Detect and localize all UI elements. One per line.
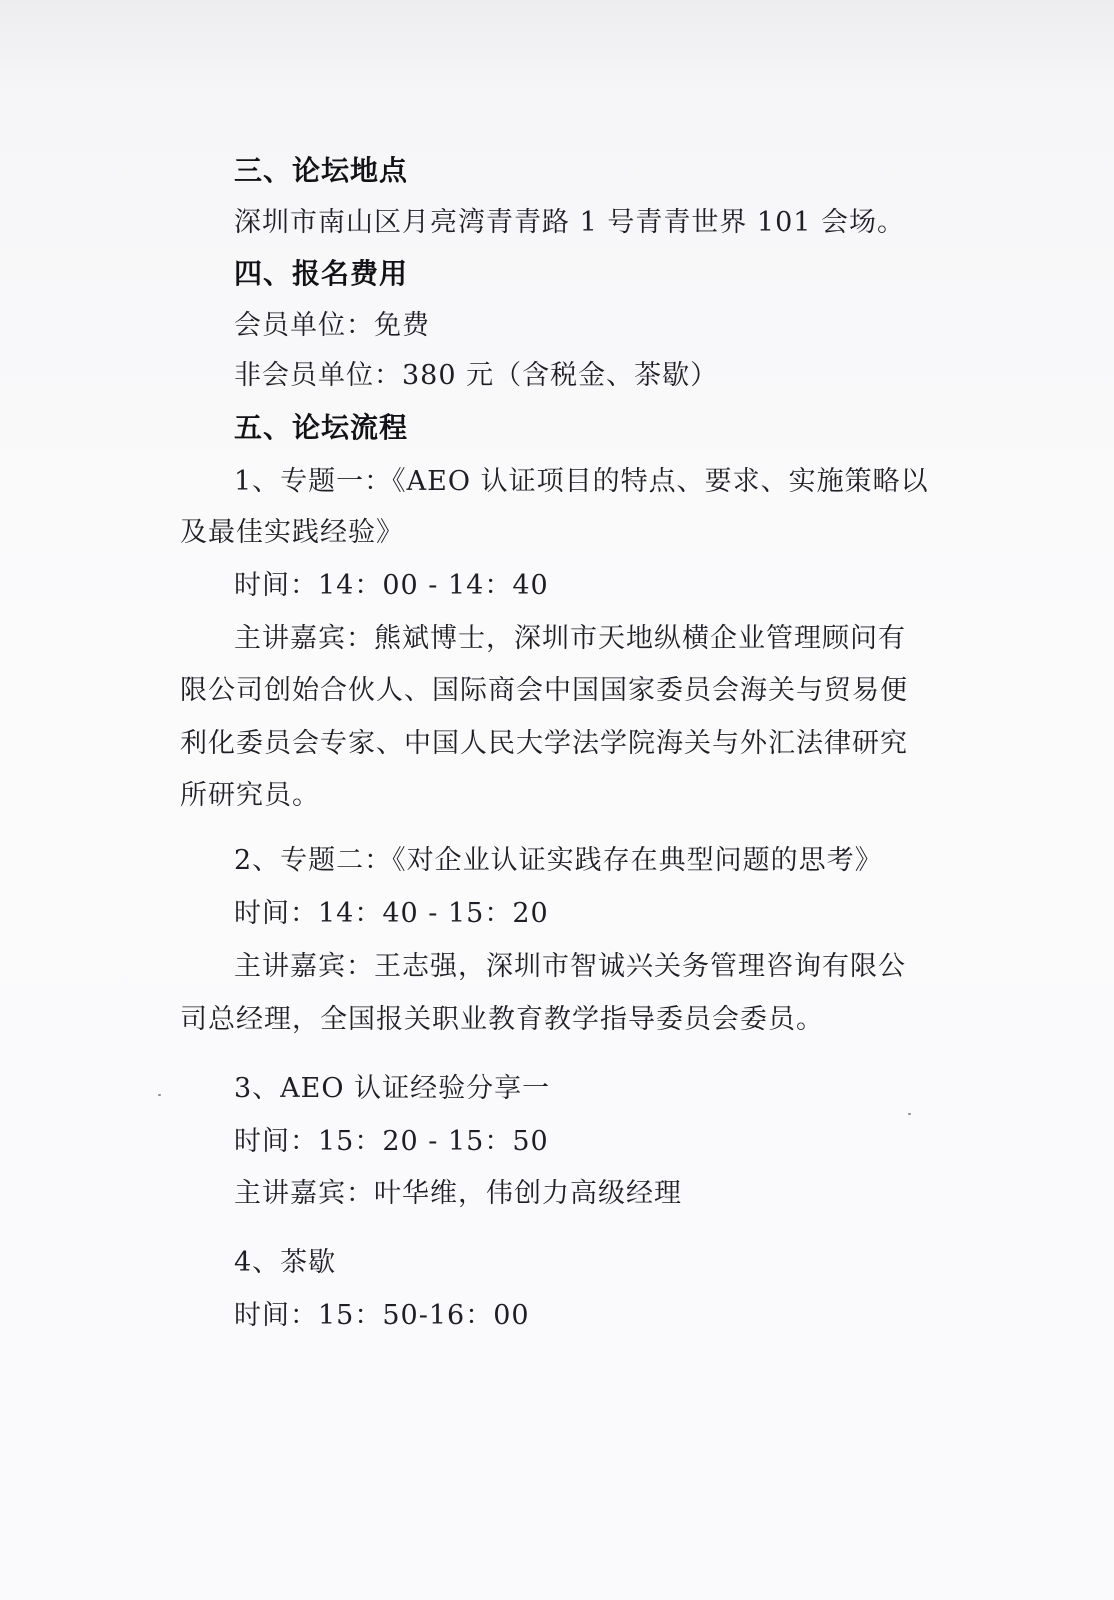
section-fees-heading: 四、报名费用	[234, 257, 409, 290]
agenda-item-2-speaker-line: 司总经理，全国报关职业教育教学指导委员会委员。	[180, 1004, 824, 1035]
agenda-item-1-title: 1、专题一：《AEO 认证项目的特点、要求、实施策略以	[234, 466, 929, 497]
agenda-item-1-speaker-line: 限公司创始合伙人、国际商会中国国家委员会海关与贸易便	[180, 675, 908, 706]
agenda-item-1-time: 时间：14：00 - 14：40	[234, 570, 549, 601]
agenda-item-2-speaker-line: 主讲嘉宾：王志强，深圳市智诚兴关务管理咨询有限公	[234, 951, 906, 982]
scan-speck	[158, 1094, 161, 1096]
agenda-item-2-time: 时间：14：40 - 15：20	[234, 898, 549, 929]
section-agenda-heading: 五、论坛流程	[234, 411, 409, 444]
agenda-item-4-time: 时间：15：50-16：00	[234, 1300, 530, 1331]
agenda-item-1-speaker-line: 所研究员。	[180, 780, 320, 811]
agenda-item-1-speaker-line: 主讲嘉宾：熊斌博士，深圳市天地纵横企业管理顾问有	[234, 623, 906, 654]
agenda-item-3-title: 3、AEO 认证经验分享一	[234, 1073, 551, 1104]
agenda-item-3-time: 时间：15：20 - 15：50	[234, 1126, 549, 1157]
agenda-item-1-speaker-line: 利化委员会专家、中国人民大学法学院海关与外汇法律研究	[180, 728, 908, 759]
fee-member: 会员单位：免费	[234, 310, 430, 341]
agenda-item-3-speaker-line: 主讲嘉宾：叶华维，伟创力高级经理	[234, 1178, 682, 1209]
agenda-item-1-title-cont: 及最佳实践经验》	[180, 517, 404, 548]
agenda-item-4-title: 4、茶歇	[234, 1247, 337, 1278]
scan-speck	[908, 1113, 911, 1115]
fee-non-member: 非会员单位：380 元（含税金、茶歇）	[234, 360, 719, 391]
venue-address: 深圳市南山区月亮湾青青路 1 号青青世界 101 会场。	[234, 207, 906, 238]
section-venue-heading: 三、论坛地点	[234, 154, 409, 187]
agenda-item-2-title: 2、专题二：《对企业认证实践存在典型问题的思考》	[234, 845, 883, 876]
